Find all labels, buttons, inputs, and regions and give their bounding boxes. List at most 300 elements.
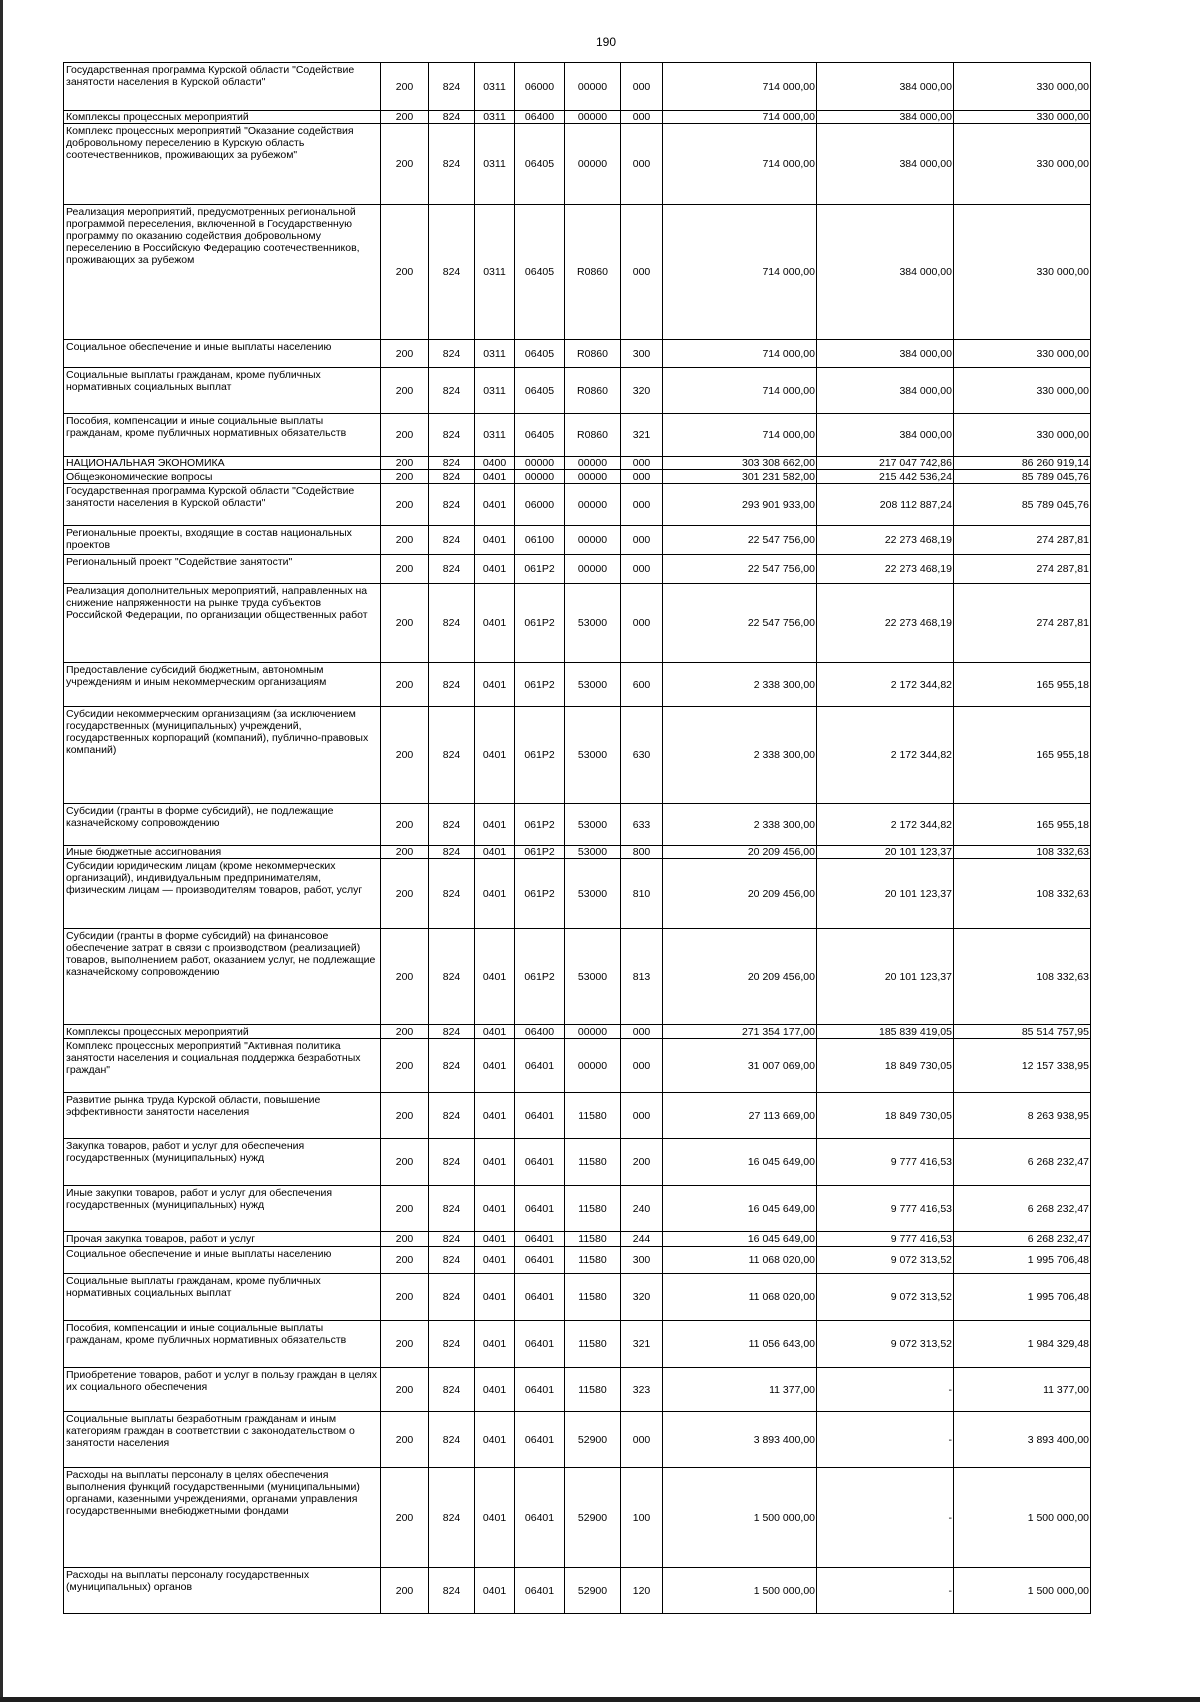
cell-code-5: 00000 <box>565 526 621 555</box>
cell-code-5: 53000 <box>565 584 621 663</box>
cell-amount-2: 384 000,00 <box>817 111 954 124</box>
cell-code-3: 0401 <box>475 1139 515 1186</box>
cell-code-1: 200 <box>381 1232 429 1247</box>
cell-amount-1: 301 231 582,00 <box>663 470 817 484</box>
cell-amount-3: 108 332,63 <box>954 929 1091 1025</box>
cell-code-6: 100 <box>621 1468 663 1568</box>
cell-code-6: 000 <box>621 124 663 205</box>
cell-code-4: 061P2 <box>515 929 565 1025</box>
cell-amount-3: 330 000,00 <box>954 63 1091 111</box>
cell-amount-3: 1 995 706,48 <box>954 1247 1091 1274</box>
cell-amount-1: 1 500 000,00 <box>663 1468 817 1568</box>
cell-amount-1: 303 308 662,00 <box>663 457 817 470</box>
cell-code-4: 06401 <box>515 1568 565 1614</box>
cell-amount-2: 9 777 416,53 <box>817 1139 954 1186</box>
row-name: Социальное обеспечение и иные выплаты населению <box>64 340 381 368</box>
cell-amount-3: 12 157 338,95 <box>954 1039 1091 1093</box>
budget-table <box>63 62 1091 1614</box>
cell-amount-1: 22 547 756,00 <box>663 555 817 584</box>
cell-amount-2: 384 000,00 <box>817 368 954 414</box>
cell-amount-2: 20 101 123,37 <box>817 859 954 929</box>
table-row <box>64 1186 1091 1232</box>
cell-amount-3: 85 514 757,95 <box>954 1025 1091 1039</box>
row-name: Развитие рынка труда Курской области, повышение эффективности занятости населения <box>64 1093 381 1139</box>
cell-code-2: 824 <box>429 846 475 859</box>
cell-code-6: 000 <box>621 470 663 484</box>
cell-code-1: 200 <box>381 340 429 368</box>
row-name: Социальные выплаты безработным гражданам и иным категориям граждан в соответствии с законодательством о занятости населения <box>64 1412 381 1468</box>
cell-amount-3: 165 955,18 <box>954 707 1091 804</box>
cell-amount-1: 11 068 020,00 <box>663 1247 817 1274</box>
cell-code-6: 244 <box>621 1232 663 1247</box>
cell-amount-3: 8 263 938,95 <box>954 1093 1091 1139</box>
cell-code-2: 824 <box>429 414 475 457</box>
cell-code-5: 53000 <box>565 804 621 846</box>
cell-amount-2: 384 000,00 <box>817 414 954 457</box>
cell-code-5: 52900 <box>565 1412 621 1468</box>
cell-code-4: 06401 <box>515 1039 565 1093</box>
cell-code-5: 00000 <box>565 470 621 484</box>
cell-code-6: 810 <box>621 859 663 929</box>
cell-code-2: 824 <box>429 111 475 124</box>
cell-code-4: 06405 <box>515 340 565 368</box>
cell-amount-2: 2 172 344,82 <box>817 707 954 804</box>
table-row <box>64 1412 1091 1468</box>
cell-amount-3: 330 000,00 <box>954 414 1091 457</box>
cell-code-3: 0401 <box>475 1232 515 1247</box>
cell-code-6: 600 <box>621 663 663 707</box>
table-row <box>64 1274 1091 1321</box>
cell-code-4: 00000 <box>515 457 565 470</box>
cell-amount-2: 20 101 123,37 <box>817 846 954 859</box>
cell-code-6: 630 <box>621 707 663 804</box>
cell-amount-2: 208 112 887,24 <box>817 484 954 526</box>
table-row <box>64 1039 1091 1093</box>
table-row <box>64 1368 1091 1412</box>
cell-amount-3: 165 955,18 <box>954 663 1091 707</box>
row-name: Социальные выплаты гражданам, кроме публичных нормативных социальных выплат <box>64 1274 381 1321</box>
table-row <box>64 846 1091 859</box>
cell-amount-2: 185 839 419,05 <box>817 1025 954 1039</box>
cell-code-1: 200 <box>381 1186 429 1232</box>
cell-code-1: 200 <box>381 1368 429 1412</box>
row-name: Реализация мероприятий, предусмотренных региональной программой переселения, включенной в Государственную программу по оказанию содействия добровольному переселению в Российскую Федерацию соотечественников, проживающих за рубежом <box>64 205 381 340</box>
row-name: Социальные выплаты гражданам, кроме публичных нормативных социальных выплат <box>64 368 381 414</box>
cell-amount-2: - <box>817 1568 954 1614</box>
cell-amount-1: 11 056 643,00 <box>663 1321 817 1368</box>
cell-amount-3: 6 268 232,47 <box>954 1139 1091 1186</box>
cell-amount-1: 11 068 020,00 <box>663 1274 817 1321</box>
cell-code-1: 200 <box>381 1247 429 1274</box>
cell-code-6: 000 <box>621 205 663 340</box>
cell-amount-2: 9 777 416,53 <box>817 1186 954 1232</box>
cell-amount-1: 31 007 069,00 <box>663 1039 817 1093</box>
cell-code-2: 824 <box>429 368 475 414</box>
cell-code-1: 200 <box>381 457 429 470</box>
cell-code-1: 200 <box>381 859 429 929</box>
cell-amount-3: 6 268 232,47 <box>954 1232 1091 1247</box>
cell-amount-2: - <box>817 1368 954 1412</box>
cell-code-3: 0401 <box>475 526 515 555</box>
table-row <box>64 1025 1091 1039</box>
cell-code-2: 824 <box>429 859 475 929</box>
cell-code-3: 0401 <box>475 707 515 804</box>
cell-amount-1: 714 000,00 <box>663 63 817 111</box>
table-row <box>64 1321 1091 1368</box>
cell-code-2: 824 <box>429 1093 475 1139</box>
cell-code-1: 200 <box>381 846 429 859</box>
row-name: Иные закупки товаров, работ и услуг для обеспечения государственных (муниципальных) нужд <box>64 1186 381 1232</box>
cell-code-5: 11580 <box>565 1247 621 1274</box>
cell-code-3: 0401 <box>475 1247 515 1274</box>
cell-code-3: 0401 <box>475 1412 515 1468</box>
cell-code-3: 0401 <box>475 1093 515 1139</box>
row-name: Закупка товаров, работ и услуг для обеспечения государственных (муниципальных) нужд <box>64 1139 381 1186</box>
cell-code-6: 200 <box>621 1139 663 1186</box>
cell-code-5: 52900 <box>565 1568 621 1614</box>
cell-amount-3: 86 260 919,14 <box>954 457 1091 470</box>
cell-amount-2: - <box>817 1412 954 1468</box>
cell-code-3: 0401 <box>475 1568 515 1614</box>
cell-amount-3: 11 377,00 <box>954 1368 1091 1412</box>
cell-code-2: 824 <box>429 63 475 111</box>
table-row <box>64 707 1091 804</box>
cell-code-4: 061P2 <box>515 663 565 707</box>
cell-code-3: 0401 <box>475 484 515 526</box>
cell-code-2: 824 <box>429 929 475 1025</box>
cell-amount-2: 384 000,00 <box>817 205 954 340</box>
cell-code-6: 000 <box>621 1093 663 1139</box>
cell-code-3: 0401 <box>475 1274 515 1321</box>
cell-code-5: 00000 <box>565 124 621 205</box>
scan-edge-bottom <box>0 1697 1200 1702</box>
cell-code-6: 000 <box>621 555 663 584</box>
cell-amount-3: 274 287,81 <box>954 526 1091 555</box>
cell-code-4: 06401 <box>515 1368 565 1412</box>
cell-amount-2: 384 000,00 <box>817 124 954 205</box>
cell-code-3: 0401 <box>475 1025 515 1039</box>
cell-code-2: 824 <box>429 1232 475 1247</box>
cell-code-3: 0401 <box>475 1186 515 1232</box>
cell-code-5: 53000 <box>565 929 621 1025</box>
row-name: Социальное обеспечение и иные выплаты населению <box>64 1247 381 1274</box>
cell-code-5: 00000 <box>565 1039 621 1093</box>
scan-edge-left <box>0 0 3 1702</box>
cell-amount-1: 714 000,00 <box>663 111 817 124</box>
row-name: Субсидии (гранты в форме субсидий) на финансовое обеспечение затрат в связи с производством (реализацией) товаров, выполнением работ, оказанием услуг, не подлежащие казначейскому сопровождению <box>64 929 381 1025</box>
cell-code-2: 824 <box>429 470 475 484</box>
cell-code-6: 000 <box>621 1039 663 1093</box>
cell-amount-3: 330 000,00 <box>954 205 1091 340</box>
row-name: Реализация дополнительных мероприятий, направленных на снижение напряженности на рынке труда субъектов Российской Федерации, по организации общественных работ <box>64 584 381 663</box>
cell-code-5: 00000 <box>565 111 621 124</box>
cell-code-4: 061P2 <box>515 846 565 859</box>
row-name: Государственная программа Курской области "Содействие занятости населения в Курской области" <box>64 484 381 526</box>
row-name: Предоставление субсидий бюджетным, автономным учреждениям и иным некоммерческим организациям <box>64 663 381 707</box>
cell-code-4: 06400 <box>515 1025 565 1039</box>
cell-code-2: 824 <box>429 663 475 707</box>
cell-code-3: 0401 <box>475 804 515 846</box>
row-name: Иные бюджетные ассигнования <box>64 846 381 859</box>
cell-amount-1: 22 547 756,00 <box>663 584 817 663</box>
cell-code-6: 000 <box>621 584 663 663</box>
table-row <box>64 804 1091 846</box>
cell-amount-2: 9 072 313,52 <box>817 1247 954 1274</box>
cell-code-1: 200 <box>381 470 429 484</box>
cell-code-1: 200 <box>381 555 429 584</box>
cell-amount-3: 1 500 000,00 <box>954 1468 1091 1568</box>
cell-code-1: 200 <box>381 1093 429 1139</box>
table-row <box>64 1232 1091 1247</box>
table-row <box>64 584 1091 663</box>
cell-code-5: 53000 <box>565 663 621 707</box>
cell-amount-3: 6 268 232,47 <box>954 1186 1091 1232</box>
cell-code-6: 000 <box>621 526 663 555</box>
cell-amount-2: 9 777 416,53 <box>817 1232 954 1247</box>
cell-code-3: 0401 <box>475 846 515 859</box>
row-name: Региональный проект "Содействие занятости" <box>64 555 381 584</box>
cell-code-3: 0401 <box>475 1468 515 1568</box>
cell-code-6: 300 <box>621 340 663 368</box>
cell-code-1: 200 <box>381 484 429 526</box>
cell-code-5: 00000 <box>565 63 621 111</box>
cell-code-4: 06401 <box>515 1139 565 1186</box>
cell-code-5: 52900 <box>565 1468 621 1568</box>
table-row <box>64 1468 1091 1568</box>
cell-code-5: 00000 <box>565 457 621 470</box>
cell-amount-1: 714 000,00 <box>663 124 817 205</box>
row-name: Пособия, компенсации и иные социальные выплаты гражданам, кроме публичных нормативных обязательств <box>64 1321 381 1368</box>
cell-code-3: 0401 <box>475 1368 515 1412</box>
cell-code-5: R0860 <box>565 414 621 457</box>
cell-code-3: 0311 <box>475 368 515 414</box>
cell-amount-3: 274 287,81 <box>954 555 1091 584</box>
cell-code-5: 11580 <box>565 1368 621 1412</box>
cell-code-6: 800 <box>621 846 663 859</box>
cell-amount-2: 22 273 468,19 <box>817 526 954 555</box>
table-row <box>64 929 1091 1025</box>
cell-code-2: 824 <box>429 205 475 340</box>
cell-amount-2: 9 072 313,52 <box>817 1321 954 1368</box>
cell-amount-1: 3 893 400,00 <box>663 1412 817 1468</box>
cell-amount-3: 1 995 706,48 <box>954 1274 1091 1321</box>
table-row <box>64 124 1091 205</box>
cell-code-1: 200 <box>381 1139 429 1186</box>
cell-code-2: 824 <box>429 1568 475 1614</box>
cell-code-1: 200 <box>381 414 429 457</box>
table-row <box>64 663 1091 707</box>
cell-code-6: 321 <box>621 414 663 457</box>
cell-amount-3: 3 893 400,00 <box>954 1412 1091 1468</box>
cell-code-4: 06000 <box>515 63 565 111</box>
cell-code-1: 200 <box>381 804 429 846</box>
table-row <box>64 1093 1091 1139</box>
cell-amount-3: 85 789 045,76 <box>954 484 1091 526</box>
cell-code-1: 200 <box>381 1468 429 1568</box>
row-name: Общеэкономические вопросы <box>64 470 381 484</box>
cell-code-3: 0401 <box>475 1039 515 1093</box>
cell-code-5: R0860 <box>565 205 621 340</box>
cell-code-5: 11580 <box>565 1232 621 1247</box>
cell-code-5: 53000 <box>565 859 621 929</box>
cell-code-6: 321 <box>621 1321 663 1368</box>
row-name: Расходы на выплаты персоналу в целях обеспечения выполнения функций государственными (муниципальными) органами, казенными учреждениями, органами управления государственными внебюджетными фондами <box>64 1468 381 1568</box>
cell-code-3: 0311 <box>475 340 515 368</box>
cell-amount-2: 384 000,00 <box>817 340 954 368</box>
cell-code-2: 824 <box>429 1025 475 1039</box>
cell-code-4: 061P2 <box>515 859 565 929</box>
cell-code-3: 0401 <box>475 1321 515 1368</box>
table-row <box>64 1568 1091 1614</box>
cell-code-4: 06401 <box>515 1468 565 1568</box>
cell-code-2: 824 <box>429 707 475 804</box>
cell-amount-2: 215 442 536,24 <box>817 470 954 484</box>
cell-code-3: 0311 <box>475 111 515 124</box>
cell-code-4: 06401 <box>515 1247 565 1274</box>
cell-code-6: 813 <box>621 929 663 1025</box>
cell-code-6: 120 <box>621 1568 663 1614</box>
cell-code-2: 824 <box>429 1468 475 1568</box>
cell-amount-3: 108 332,63 <box>954 859 1091 929</box>
cell-code-3: 0400 <box>475 457 515 470</box>
cell-code-4: 06401 <box>515 1232 565 1247</box>
table-row <box>64 63 1091 111</box>
cell-code-5: 11580 <box>565 1139 621 1186</box>
cell-code-1: 200 <box>381 63 429 111</box>
cell-code-4: 06401 <box>515 1412 565 1468</box>
cell-amount-2: 2 172 344,82 <box>817 804 954 846</box>
cell-amount-1: 20 209 456,00 <box>663 859 817 929</box>
cell-code-1: 200 <box>381 1039 429 1093</box>
cell-code-6: 000 <box>621 111 663 124</box>
cell-code-3: 0401 <box>475 929 515 1025</box>
cell-code-6: 000 <box>621 457 663 470</box>
cell-amount-2: - <box>817 1468 954 1568</box>
table-row <box>64 484 1091 526</box>
cell-code-6: 320 <box>621 368 663 414</box>
cell-code-3: 0401 <box>475 859 515 929</box>
table-row <box>64 1247 1091 1274</box>
cell-code-5: 53000 <box>565 707 621 804</box>
cell-code-4: 061P2 <box>515 555 565 584</box>
cell-code-1: 200 <box>381 584 429 663</box>
cell-amount-1: 20 209 456,00 <box>663 929 817 1025</box>
cell-code-5: R0860 <box>565 368 621 414</box>
cell-code-4: 06401 <box>515 1186 565 1232</box>
cell-amount-1: 16 045 649,00 <box>663 1186 817 1232</box>
row-name: Комплексы процессных мероприятий <box>64 1025 381 1039</box>
cell-amount-1: 714 000,00 <box>663 340 817 368</box>
table-row <box>64 368 1091 414</box>
cell-amount-1: 16 045 649,00 <box>663 1139 817 1186</box>
cell-amount-3: 330 000,00 <box>954 111 1091 124</box>
cell-code-2: 824 <box>429 484 475 526</box>
cell-code-4: 06405 <box>515 205 565 340</box>
cell-code-5: 00000 <box>565 1025 621 1039</box>
cell-amount-1: 293 901 933,00 <box>663 484 817 526</box>
cell-amount-2: 22 273 468,19 <box>817 555 954 584</box>
cell-amount-1: 11 377,00 <box>663 1368 817 1412</box>
cell-code-5: R0860 <box>565 340 621 368</box>
cell-code-2: 824 <box>429 1321 475 1368</box>
cell-code-3: 0311 <box>475 63 515 111</box>
cell-code-2: 824 <box>429 555 475 584</box>
table-row <box>64 457 1091 470</box>
cell-amount-2: 20 101 123,37 <box>817 929 954 1025</box>
cell-code-1: 200 <box>381 1321 429 1368</box>
cell-code-2: 824 <box>429 1412 475 1468</box>
cell-code-4: 061P2 <box>515 707 565 804</box>
cell-code-4: 061P2 <box>515 804 565 846</box>
cell-code-2: 824 <box>429 457 475 470</box>
cell-code-6: 323 <box>621 1368 663 1412</box>
cell-amount-1: 714 000,00 <box>663 368 817 414</box>
cell-code-2: 824 <box>429 1368 475 1412</box>
cell-amount-1: 2 338 300,00 <box>663 663 817 707</box>
cell-amount-3: 1 500 000,00 <box>954 1568 1091 1614</box>
cell-code-1: 200 <box>381 124 429 205</box>
cell-amount-3: 330 000,00 <box>954 340 1091 368</box>
cell-code-2: 824 <box>429 124 475 205</box>
table-row <box>64 526 1091 555</box>
cell-code-1: 200 <box>381 205 429 340</box>
table-row <box>64 340 1091 368</box>
cell-code-4: 00000 <box>515 470 565 484</box>
cell-code-4: 061P2 <box>515 584 565 663</box>
cell-amount-2: 9 072 313,52 <box>817 1274 954 1321</box>
cell-code-2: 824 <box>429 1247 475 1274</box>
cell-amount-1: 2 338 300,00 <box>663 804 817 846</box>
table-row <box>64 205 1091 340</box>
cell-code-2: 824 <box>429 526 475 555</box>
row-name: Субсидии юридическим лицам (кроме некоммерческих организаций), индивидуальным предпринимателям, физическим лицам — производителям товаров, работ, услуг <box>64 859 381 929</box>
cell-code-4: 06401 <box>515 1321 565 1368</box>
row-name: Комплексы процессных мероприятий <box>64 111 381 124</box>
cell-amount-3: 1 984 329,48 <box>954 1321 1091 1368</box>
cell-code-6: 000 <box>621 1025 663 1039</box>
cell-code-1: 200 <box>381 663 429 707</box>
cell-amount-1: 27 113 669,00 <box>663 1093 817 1139</box>
cell-code-4: 06100 <box>515 526 565 555</box>
cell-code-2: 824 <box>429 1039 475 1093</box>
cell-amount-2: 2 172 344,82 <box>817 663 954 707</box>
cell-code-3: 0311 <box>475 205 515 340</box>
cell-amount-1: 714 000,00 <box>663 414 817 457</box>
cell-code-1: 200 <box>381 526 429 555</box>
cell-code-3: 0311 <box>475 414 515 457</box>
cell-code-4: 06405 <box>515 414 565 457</box>
cell-code-6: 240 <box>621 1186 663 1232</box>
cell-code-1: 200 <box>381 1412 429 1468</box>
cell-amount-3: 274 287,81 <box>954 584 1091 663</box>
cell-code-3: 0401 <box>475 470 515 484</box>
cell-amount-1: 1 500 000,00 <box>663 1568 817 1614</box>
cell-code-1: 200 <box>381 929 429 1025</box>
cell-code-6: 000 <box>621 1412 663 1468</box>
cell-amount-2: 18 849 730,05 <box>817 1039 954 1093</box>
cell-amount-1: 20 209 456,00 <box>663 846 817 859</box>
cell-code-4: 06000 <box>515 484 565 526</box>
cell-code-1: 200 <box>381 368 429 414</box>
cell-code-4: 06405 <box>515 368 565 414</box>
cell-code-6: 000 <box>621 63 663 111</box>
cell-amount-1: 2 338 300,00 <box>663 707 817 804</box>
cell-amount-2: 384 000,00 <box>817 63 954 111</box>
cell-amount-3: 330 000,00 <box>954 124 1091 205</box>
cell-code-1: 200 <box>381 111 429 124</box>
row-name: Комплекс процессных мероприятий "Активная политика занятости населения и социальная поддержка безработных граждан" <box>64 1039 381 1093</box>
cell-amount-1: 714 000,00 <box>663 205 817 340</box>
